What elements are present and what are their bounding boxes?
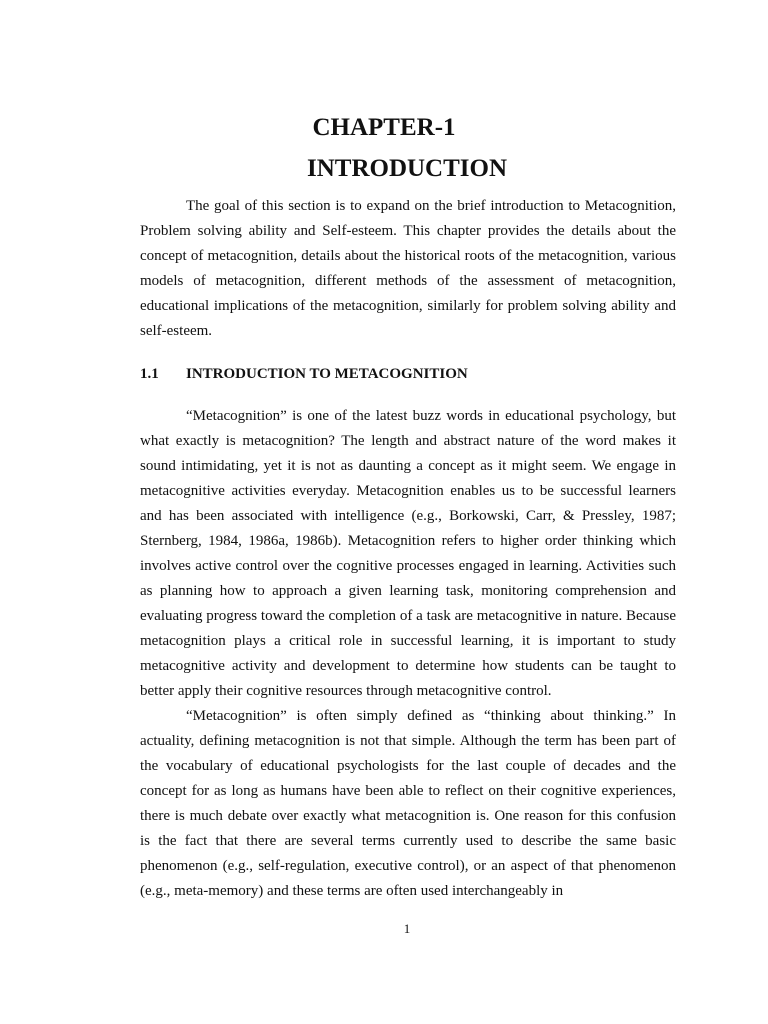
section-heading	[140, 362, 468, 387]
body-paragraph-2: “Metacognition” is often simply defined as “thinking about thinking.” In actuality, defining metacognition is not that simple. Although the term has been part of the vocabulary of educational psychologists for the last couple of decades and the concept for as long as humans have been able to reflect on their cognitive experiences, there is much debate over exactly what metacognition is. One reason for this confusion is the fact that there are several terms currently used to describe the same basic phenomenon (e.g., self-regulation, executive control), or an aspect of that phenomenon (e.g., meta-memory) and these terms are often used interchangeably in	[140, 708, 676, 899]
section-title: INTRODUCTION TO METACOGNITION	[186, 366, 468, 382]
chapter-number: CHAPTER-1	[312, 114, 456, 141]
section-number: 1.1	[140, 366, 159, 382]
intro-paragraph: The goal of this section is to expand on the brief introduction to Metacognition, Problem solving ability and Self-esteem. This chapter provides the details about the concept of metacognition, details about the historical roots of the metacognition, various models of metacognition, different methods of the assessment of metacognition, educational implications of the metacognition, similarly for problem solving ability and self-esteem.	[140, 198, 676, 339]
intro-block	[140, 194, 676, 344]
body-paragraph-1: “Metacognition” is one of the latest buzz words in educational psychology, but what exactly is metacognition? The length and abstract nature of the word makes it sound intimidating, yet it is not as daunting a concept as it might seem. We engage in metacognitive activities everyday. Metacognition enables us to be successful learners and has been associated with intelligence (e.g., Borkowski, Carr, & Pressley, 1987; Sternberg, 1984, 1986a, 1986b). Metacognition refers to higher order thinking which involves active control over the cognitive processes engaged in learning. Activities such as planning how to approach a given learning task, monitoring comprehension and evaluating progress toward the completion of a task are metacognitive in nature. Because metacognition plays a critical role in successful learning, it is important to study metacognitive activity and development to determine how students can be taught to better apply their cognitive resources through metacognitive control.	[140, 408, 676, 699]
page-number: 1	[403, 921, 411, 936]
chapter-title: INTRODUCTION	[306, 155, 508, 182]
section-body	[140, 404, 676, 904]
